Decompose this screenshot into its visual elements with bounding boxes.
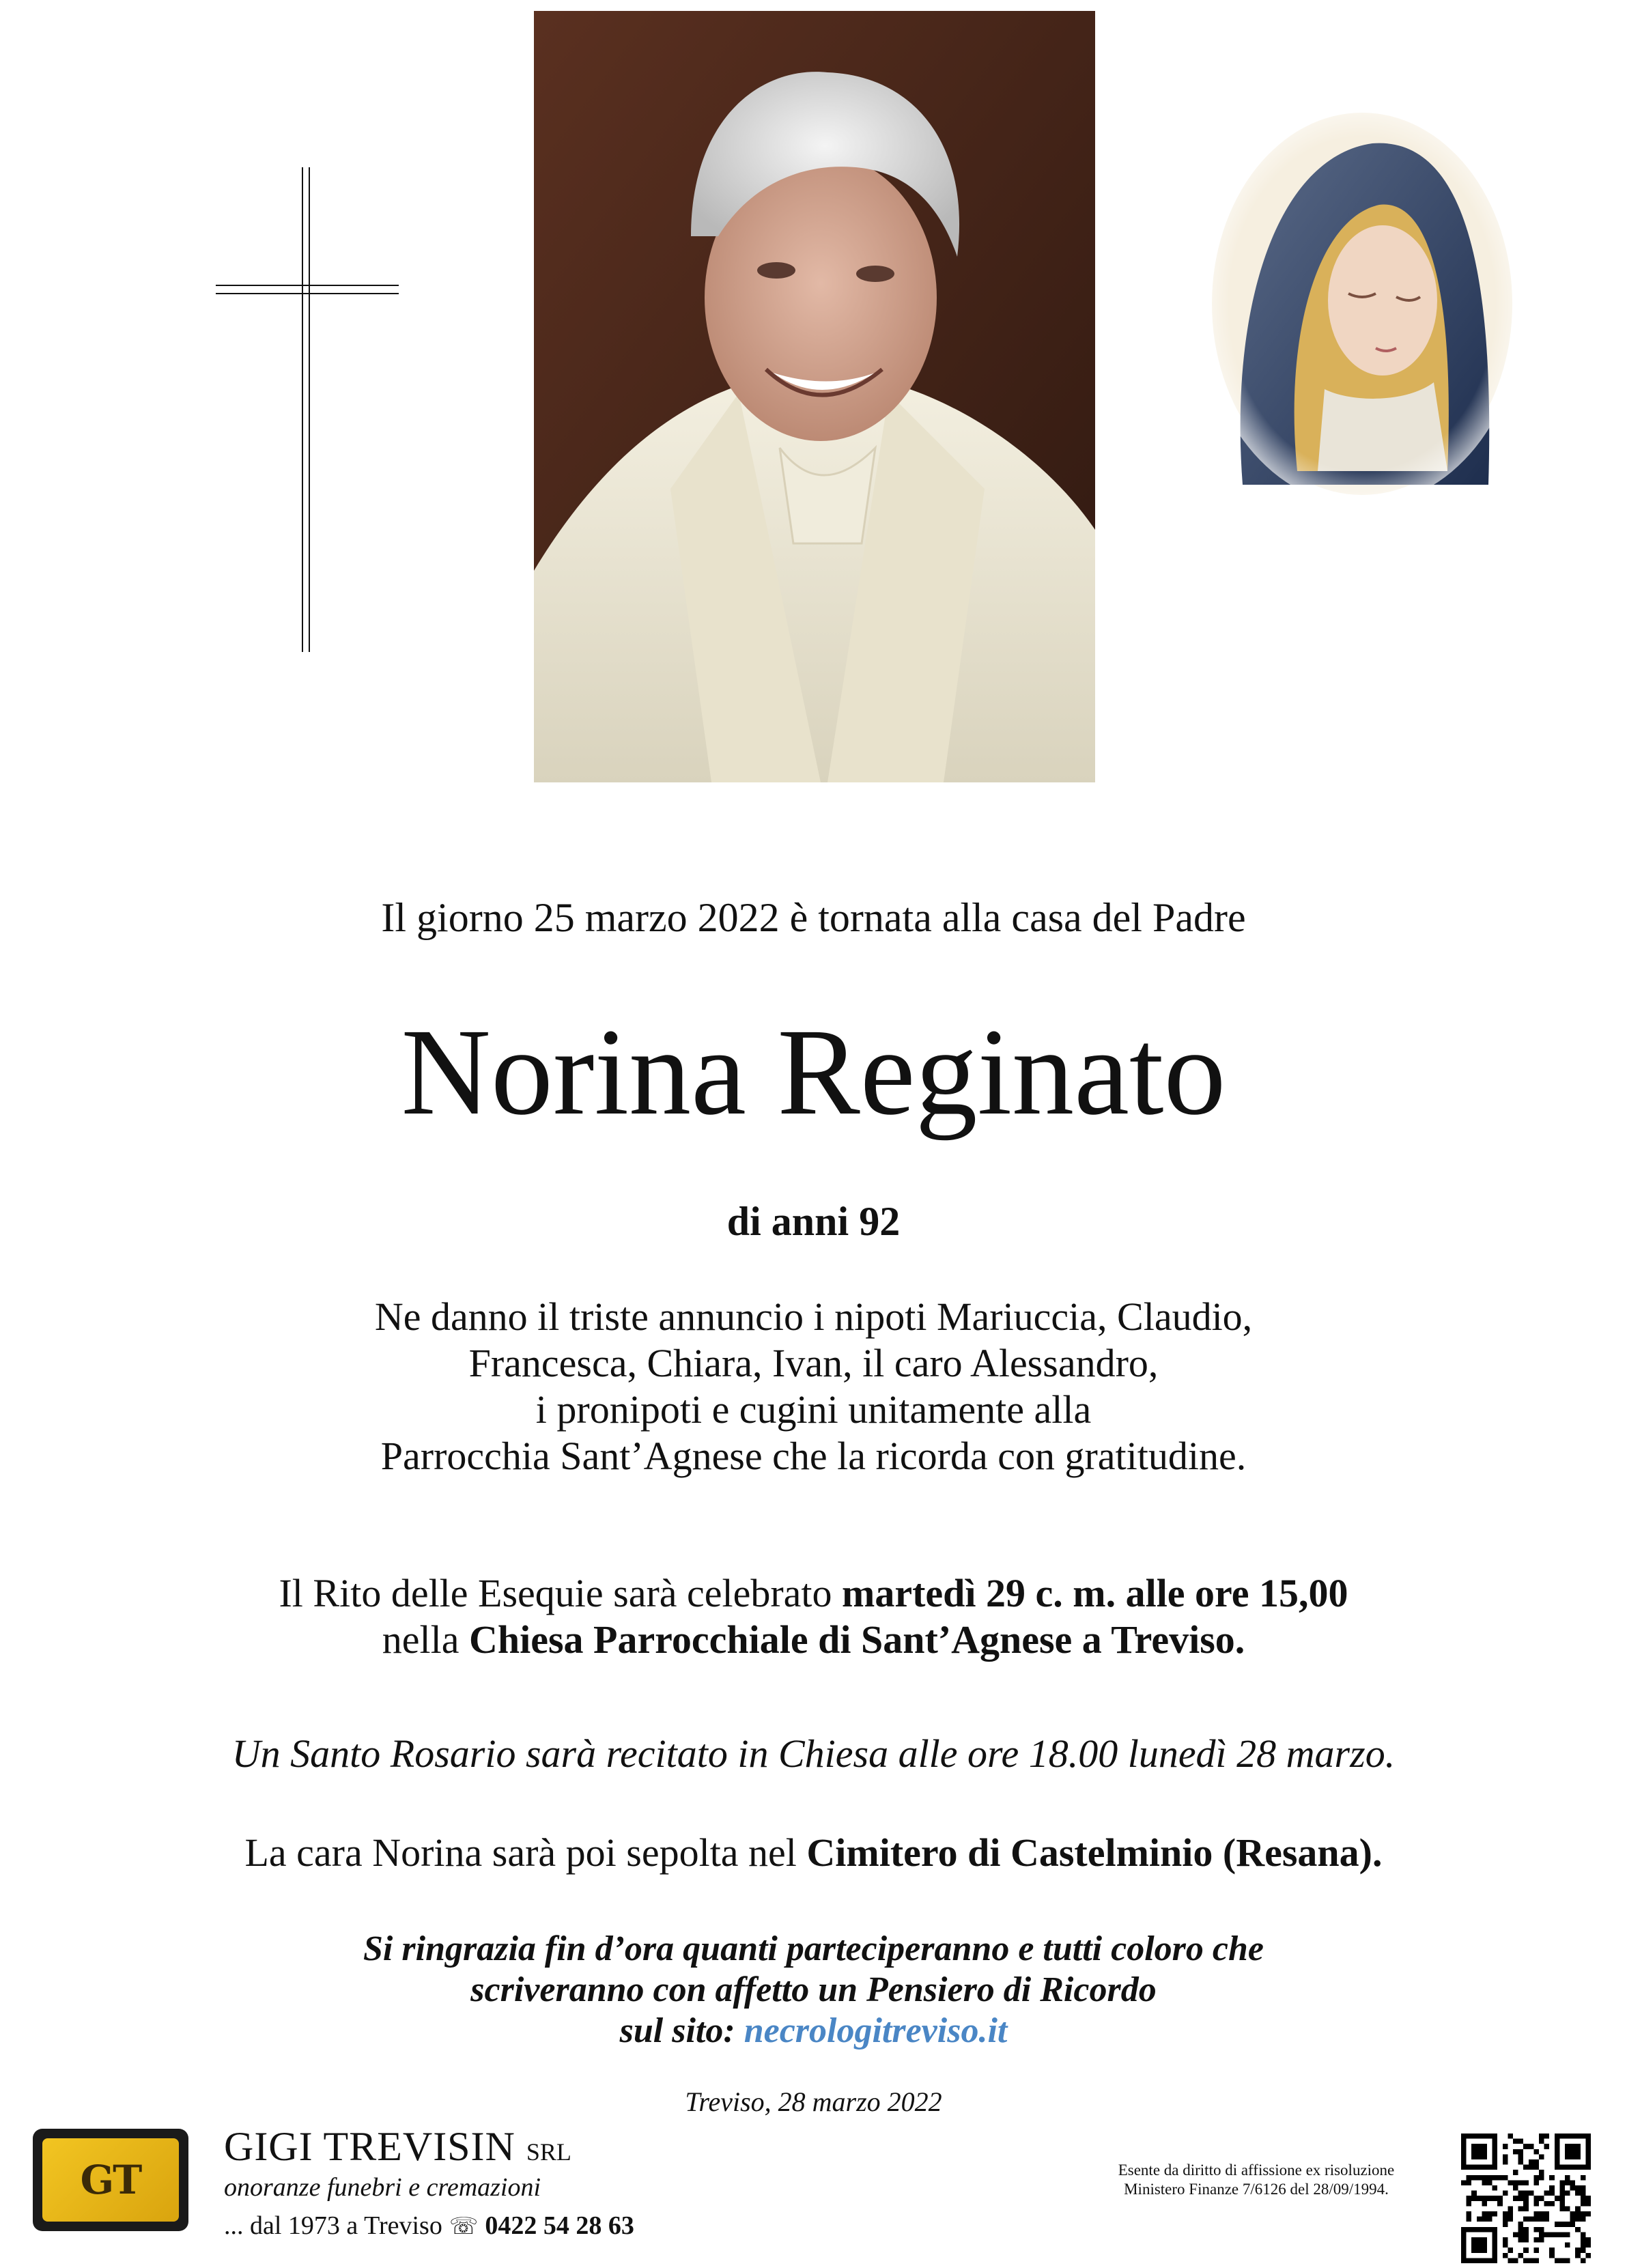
company-suffix: SRL <box>526 2138 571 2166</box>
phone-number[interactable]: 0422 54 28 63 <box>485 2211 634 2240</box>
exemption-line: Esente da diritto di affissione ex risoluzione <box>1118 2161 1395 2179</box>
madonna-image <box>1202 102 1523 505</box>
company-since <box>224 2211 634 2241</box>
burial-text: La cara Norina sarà poi sepolta nel <box>244 1830 807 1875</box>
thanks-line: sul sito: <box>619 2011 744 2050</box>
website-link[interactable]: necrologitreviso.it <box>744 2011 1008 2050</box>
since-text: ... dal 1973 a Treviso <box>224 2211 442 2240</box>
rite-text: Il Rito delle Esequie sarà celebrato <box>279 1571 843 1615</box>
rosary-line: Un Santo Rosario sarà recitato in Chiesa alle ore 18.00 lunedì 28 marzo. <box>231 1731 1396 1776</box>
phone-icon: ☏ <box>449 2214 479 2239</box>
portrait-photo <box>534 11 1095 782</box>
announcement-line: Ne danno il triste annuncio i nipoti Mariuccia, Claudio, <box>374 1294 1253 1339</box>
announcement-paragraph <box>0 1294 1627 1479</box>
qr-code[interactable] <box>1461 2134 1591 2263</box>
place-date: Treviso, 28 marzo 2022 <box>685 2086 942 2117</box>
company-tagline: onoranze funebri e cremazioni <box>224 2173 541 2202</box>
announcement-line: Parrocchia Sant’Agnese che la ricorda con gratitudine. <box>380 1434 1247 1478</box>
announcement-line: i pronipoti e cugini unitamente alla <box>535 1387 1092 1432</box>
announcement-line: Francesca, Chiara, Ivan, il caro Alessandro, <box>468 1341 1159 1385</box>
exemption-note <box>1086 2161 1427 2199</box>
thanks-block <box>0 1929 1627 2052</box>
logo-text: GT <box>80 2157 141 2203</box>
thanks-line: Si ringrazia fin d’ora quanti parteciperanno e tutti coloro che <box>363 1929 1264 1968</box>
company-name-text: GIGI TREVISIN <box>224 2124 515 2169</box>
thanks-line: scriveranno con affetto un Pensiero di Ricordo <box>470 1970 1157 2009</box>
company-logo <box>33 2129 188 2231</box>
rite-text: nella <box>382 1617 469 1662</box>
age-line: di anni 92 <box>726 1199 901 1244</box>
burial-cemetery: Cimitero di Castelminio (Resana). <box>806 1830 1383 1875</box>
funeral-rite <box>0 1570 1627 1663</box>
rite-church: Chiesa Parrocchiale di Sant’Agnese a Treviso. <box>468 1617 1245 1662</box>
intro-line: Il giorno 25 marzo 2022 è tornata alla casa del Padre <box>381 895 1246 940</box>
deceased-name: Norina Reginato <box>401 1004 1226 1141</box>
exemption-line: Ministero Finanze 7/6126 del 28/09/1994. <box>1124 2181 1389 2198</box>
burial-line <box>0 1830 1627 1875</box>
rite-datetime: martedì 29 c. m. alle ore 15,00 <box>842 1571 1348 1615</box>
company-name <box>224 2123 571 2170</box>
